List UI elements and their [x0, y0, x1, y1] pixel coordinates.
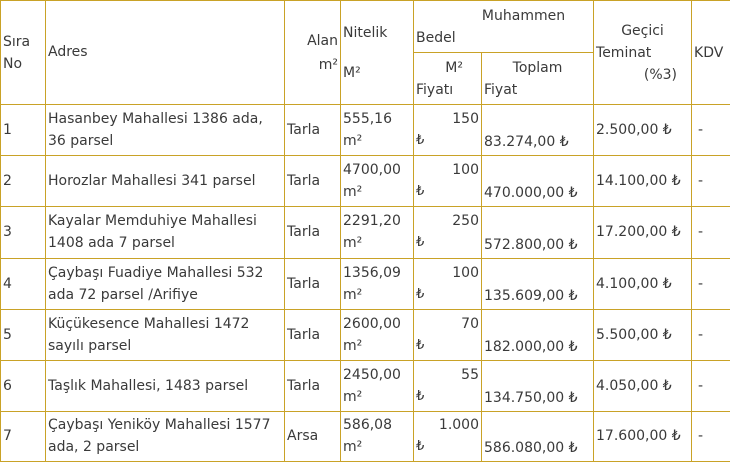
cell-alan: 2600,00 m² [341, 309, 414, 360]
cell-nitelik: Tarla [285, 258, 341, 309]
cell-m2-fiyat: 100 ₺ [414, 258, 482, 309]
header-nitelik: Nitelik M² [341, 1, 414, 105]
cell-adres: Horozlar Mahallesi 341 parsel [46, 156, 285, 207]
cell-sira-no: 3 [1, 207, 46, 258]
table-row [1, 411, 730, 461]
cell-sira-no: 6 [1, 360, 46, 411]
cell-toplam: 586.080,00 ₺ [482, 411, 594, 461]
header-toplam-fiyat: Toplam Fiyat [482, 53, 594, 105]
cell-kdv: - [692, 105, 730, 156]
cell-alan: 555,16 m² [341, 105, 414, 156]
cell-alan: 4700,00 m² [341, 156, 414, 207]
cell-nitelik: Tarla [285, 105, 341, 156]
table-row [1, 105, 730, 156]
cell-alan: 2291,20 m² [341, 207, 414, 258]
header-sira-no: Sıra No [1, 1, 46, 105]
cell-teminat: 17.200,00 ₺ [594, 207, 692, 258]
cell-toplam: 135.609,00 ₺ [482, 258, 594, 309]
cell-toplam: 134.750,00 ₺ [482, 360, 594, 411]
table-row [1, 156, 730, 207]
cell-alan: 2450,00 m² [341, 360, 414, 411]
cell-kdv: - [692, 207, 730, 258]
cell-sira-no: 1 [1, 105, 46, 156]
cell-teminat: 14.100,00 ₺ [594, 156, 692, 207]
cell-teminat: 17.600,00 ₺ [594, 411, 692, 461]
cell-alan: 1356,09 m² [341, 258, 414, 309]
cell-nitelik: Tarla [285, 156, 341, 207]
cell-nitelik: Tarla [285, 207, 341, 258]
cell-kdv: - [692, 411, 730, 461]
cell-sira-no: 2 [1, 156, 46, 207]
cell-teminat: 4.100,00 ₺ [594, 258, 692, 309]
cell-m2-fiyat: 1.000 ₺ [414, 411, 482, 461]
cell-m2-fiyat: 70 ₺ [414, 309, 482, 360]
cell-sira-no: 4 [1, 258, 46, 309]
cell-adres: Çaybaşı Fuadiye Mahallesi 532 ada 72 parsel /Arifiye [46, 258, 285, 309]
cell-adres: Kayalar Memduhiye Mahallesi 1408 ada 7 parsel [46, 207, 285, 258]
table-row [1, 309, 730, 360]
table-row [1, 258, 730, 309]
table-row [1, 207, 730, 258]
cell-sira-no: 7 [1, 411, 46, 461]
table-row [1, 360, 730, 411]
header-m2-fiyati: M² Fiyatı [414, 53, 482, 105]
header-alan: Alan m² [285, 1, 341, 105]
cell-kdv: - [692, 360, 730, 411]
cell-adres: Hasanbey Mahallesi 1386 ada, 36 parsel [46, 105, 285, 156]
header-kdv: KDV [692, 1, 730, 105]
cell-adres: Taşlık Mahallesi, 1483 parsel [46, 360, 285, 411]
header-muhammen-bedel: Muhammen Bedel [414, 1, 594, 53]
cell-alan: 586,08 m² [341, 411, 414, 461]
cell-adres: Çaybaşı Yeniköy Mahallesi 1577 ada, 2 parsel [46, 411, 285, 461]
cell-toplam: 182.000,00 ₺ [482, 309, 594, 360]
cell-toplam: 83.274,00 ₺ [482, 105, 594, 156]
header-adres: Adres [46, 1, 285, 105]
cell-adres: Küçükesence Mahallesi 1472 sayılı parsel [46, 309, 285, 360]
header-row-1 [1, 1, 730, 53]
cell-m2-fiyat: 55 ₺ [414, 360, 482, 411]
table-body [1, 105, 730, 462]
cell-m2-fiyat: 250 ₺ [414, 207, 482, 258]
cell-m2-fiyat: 100 ₺ [414, 156, 482, 207]
cell-teminat: 2.500,00 ₺ [594, 105, 692, 156]
cell-teminat: 4.050,00 ₺ [594, 360, 692, 411]
cell-sira-no: 5 [1, 309, 46, 360]
header-gecici-teminat: Geçici Teminat (%3) [594, 1, 692, 105]
cell-teminat: 5.500,00 ₺ [594, 309, 692, 360]
cell-kdv: - [692, 258, 730, 309]
cell-kdv: - [692, 309, 730, 360]
cell-m2-fiyat: 150 ₺ [414, 105, 482, 156]
cell-toplam: 572.800,00 ₺ [482, 207, 594, 258]
cell-nitelik: Arsa [285, 411, 341, 461]
cell-nitelik: Tarla [285, 309, 341, 360]
cell-kdv: - [692, 156, 730, 207]
cell-toplam: 470.000,00 ₺ [482, 156, 594, 207]
cell-nitelik: Tarla [285, 360, 341, 411]
